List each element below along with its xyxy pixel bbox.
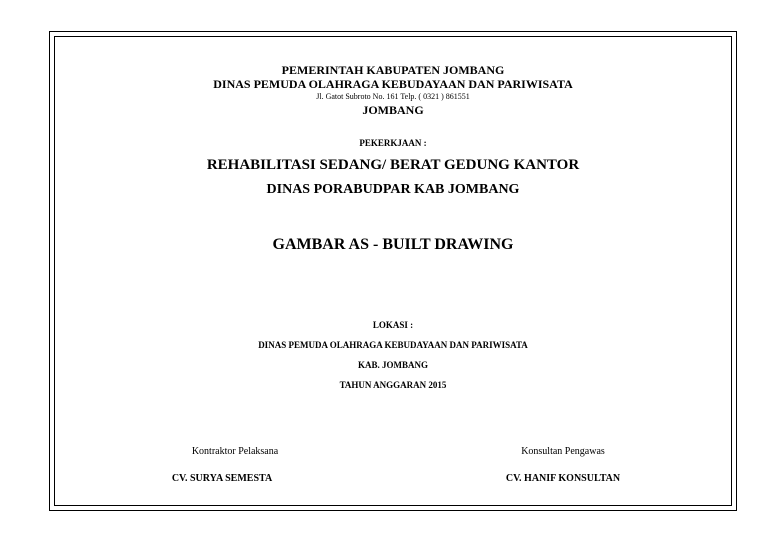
header-address: Jl. Gatot Subroto No. 161 Telp. ( 0321 ) 861551 bbox=[316, 92, 470, 101]
location-fiscal-year: TAHUN ANGGARAN 2015 bbox=[339, 380, 447, 390]
location-label: LOKASI : bbox=[372, 320, 414, 330]
consultant-name: CV. HANIF KONSULTAN bbox=[505, 473, 621, 484]
job-title-line2: DINAS PORABUDPAR KAB JOMBANG bbox=[266, 182, 520, 197]
header-department: DINAS PEMUDA OLAHRAGA KEBUDAYAAN DAN PARIWISATA bbox=[213, 77, 573, 91]
location-line2: KAB. JOMBANG bbox=[357, 360, 428, 370]
header-government: PEMERINTAH KABUPATEN JOMBANG bbox=[281, 63, 505, 77]
job-title-line1: REHABILITASI SEDANG/ BERAT GEDUNG KANTOR bbox=[206, 157, 580, 173]
consultant-role: Konsultan Pengawas bbox=[521, 446, 605, 457]
document-title: GAMBAR AS - BUILT DRAWING bbox=[272, 236, 514, 253]
contractor-role: Kontraktor Pelaksana bbox=[191, 446, 279, 457]
location-line1: DINAS PEMUDA OLAHRAGA KEBUDAYAAN DAN PARIWISATA bbox=[258, 340, 528, 350]
job-label: PEKERKJAAN : bbox=[359, 138, 427, 148]
header-city: JOMBANG bbox=[362, 103, 424, 117]
contractor-name: CV. SURYA SEMESTA bbox=[171, 473, 273, 484]
